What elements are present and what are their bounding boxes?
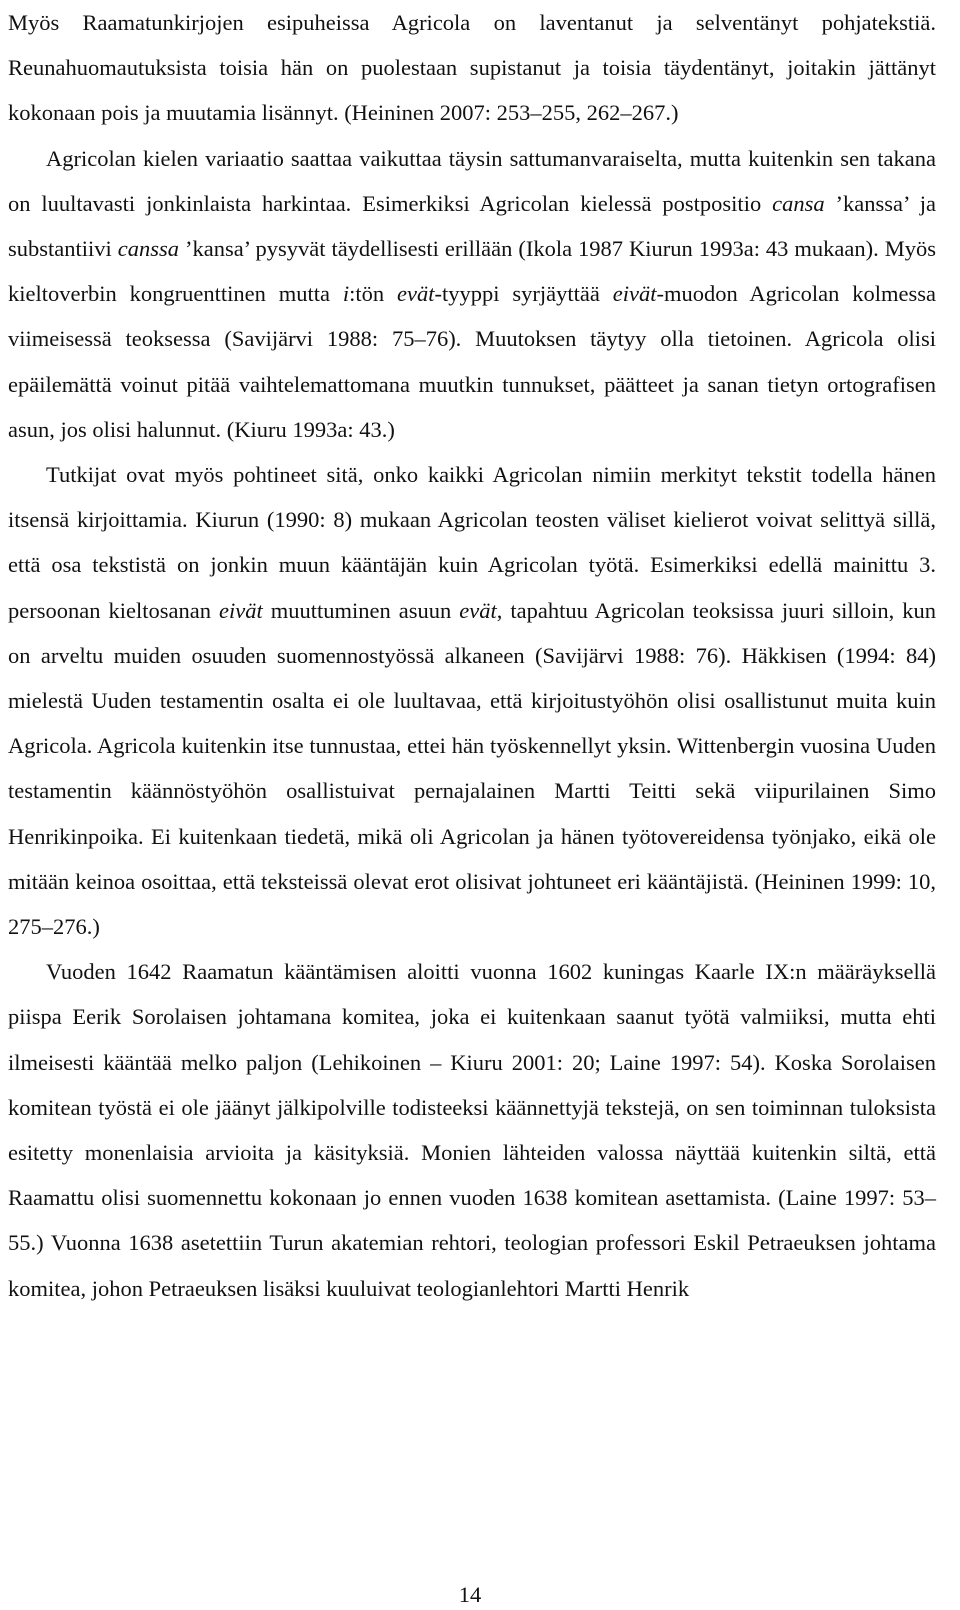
paragraph-2-text-4: :tön: [349, 281, 398, 307]
paragraph-2-text-1: Agricolan kielen variaatio saattaa vaikuttaa täysin sattumanvaraiselta, mutta kuitenkin sen takana on luultavasti jonkinlaista harkintaa. Esimerkiksi Agricolan kielessä postpositio: [8, 145, 936, 216]
paragraph-3-italic-2: evät: [459, 597, 497, 623]
paragraph-3-text-1: Tutkijat ovat myös pohtineet sitä, onko kaikki Agricolan nimiin merkityt tekstit todella hänen itsensä kirjoittamia. Kiurun (1990: 8) mukaan Agricolan teosten väliset kielierot voivat selittyä sillä, että osa tekstistä on jonkin muun kääntäjän kuin Agricolan työtä. Esimerkiksi edellä mainittu 3. persoonan kieltosanan: [8, 462, 936, 623]
paragraph-2-italic-4: evät: [397, 281, 435, 307]
paragraph-2-italic-3: i: [342, 281, 350, 307]
page-number: 14: [458, 1582, 482, 1607]
paragraph-1: Myös Raamatunkirjojen esipuheissa Agricola on laventanut ja selventänyt pohjatekstiä. Reunahuomautuksista toisia hän on puolestaan supistanut ja toisia täydentänyt, joitakin jättänyt kokonaan pois ja muutamia lisännyt. (Heininen 2007: 253–255, 262–267.): [8, 10, 936, 126]
paragraph-2-italic-1: cansa: [772, 190, 825, 216]
paragraph-2: [8, 136, 936, 452]
paragraph-3-text-3: , tapahtuu Agricolan teoksissa juuri silloin, kun on arveltu muiden osuuden suomennostyössä alkaneen (Savijärvi 1988: 76). Häkkisen (1994: 84) mielestä Uuden testamentin osalta ei ole luultavaa, että kirjoitustyöhön olisi osallistunut muita kuin Agricola. Agricola kuitenkin itse tunnustaa, ettei hän työskennellyt yksin. Wittenbergin vuosina Uuden testamentin käännöstyöhön osallistuivat pernajalainen Martti Teitti sekä viipurilainen Simo Henrikinpoika. Ei kuitenkaan tiedetä, mikä oli Agricolan ja hänen työtovereidensa työnjako, eikä ole mitään keinoa osoittaa, että teksteissä olevat erot olisivat johtuneet eri kääntäjistä. (Heininen 1999: 10, 275–276.): [8, 597, 936, 940]
paragraph-3: [8, 452, 936, 949]
paragraph-2-text-3: ’kansa’ pysyvät täydellisesti erillään (Ikola 1987 Kiurun 1993a: 43 mukaan). Myös kieltoverbin kongruenttinen mutta: [8, 236, 936, 307]
paragraph-2-text-6: -muodon Agricolan kolmessa viimeisessä teoksessa (Savijärvi 1988: 75–76). Muutoksen täytyy olla tietoinen. Agricola olisi epäilemättä voinut pitää vaihtelemattomana muutkin tunnukset, päätteet ja sanan tietyn ortografisen asun, jos olisi halunnut. (Kiuru 1993a: 43.): [8, 281, 936, 442]
paragraph-2-text-2: ’kanssa’ ja substantiivi: [8, 190, 936, 262]
document-page: [8, 0, 936, 1311]
paragraph-2-italic-2: canssa: [117, 236, 179, 262]
paragraph-4: Vuoden 1642 Raamatun kääntämisen aloitti vuonna 1602 kuningas Kaarle IX:n määräyksellä piispa Eerik Sorolaisen johtamana komitea, joka ei kuitenkaan saanut työtä valmiiksi, mutta ehti ilmeisesti kääntää melko paljon (Lehikoinen – Kiuru 2001: 20; Laine 1997: 54). Koska Sorolaisen komitean työstä ei ole jäänyt jälkipolville todisteeksi käännettyjä tekstejä, on sen toiminnan tuloksista esitetty monenlaisia arvioita ja käsityksiä. Monien lähteiden valossa näyttää kuitenkin siltä, että Raamattu olisi suomennettu kokonaan jo ennen vuoden 1638 komitean asettamista. (Laine 1997: 53–55.) Vuonna 1638 asetettiin Turun akatemian rehtori, teologian professori Eskil Petraeuksen johtama komitea, johon Petraeuksen lisäksi kuuluivat teologianlehtori Martti Henrik: [8, 959, 936, 1301]
paragraph-2-text-5: -tyyppi syrjäyttää: [434, 281, 613, 307]
paragraph-2-italic-5: eivät: [612, 281, 657, 307]
paragraph-3-text-2: muuttuminen asuun: [262, 597, 460, 623]
paragraph-3-italic-1: eivät: [218, 597, 263, 623]
